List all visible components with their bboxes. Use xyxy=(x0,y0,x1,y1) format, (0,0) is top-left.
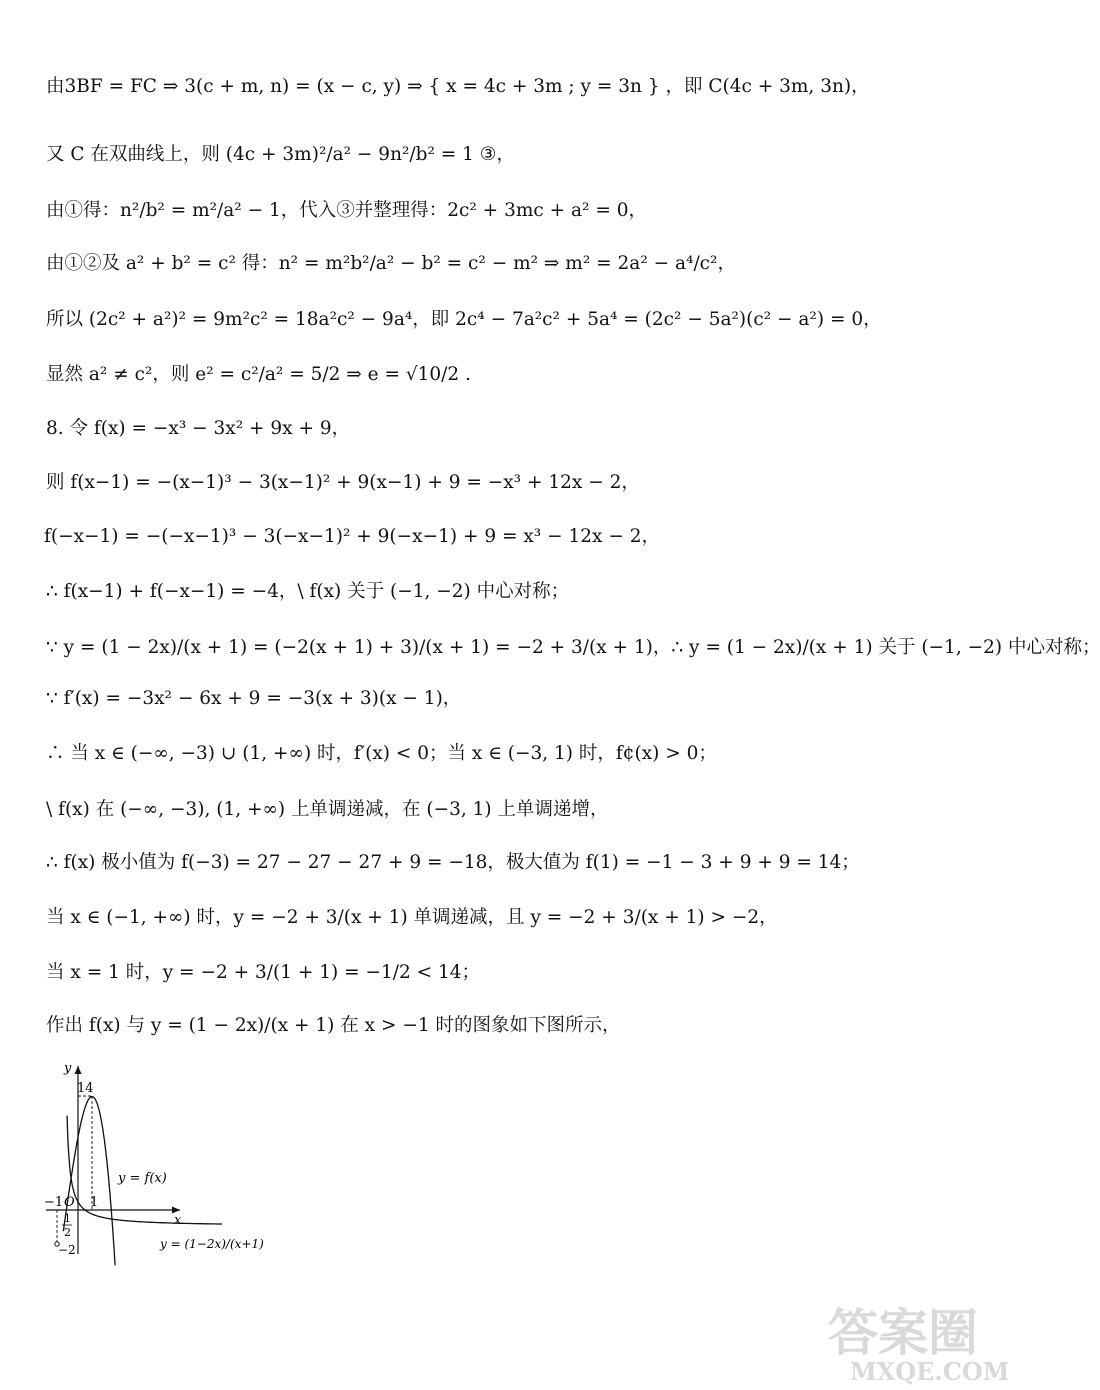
text-line-13: ∴ 当 x ∈ (−∞, −3) ∪ (1, +∞) 时，f′(x) < 0；当 x ∈ (−3, 1) 时，f¢(x) > 0； xyxy=(46,743,717,764)
watermark-site: MXQE.COM xyxy=(850,1357,1010,1386)
text-line-9: f(−x−1) = −(−x−1)³ − 3(−x−1)² + 9(−x−1) + 9 = x³ − 12x − 2， xyxy=(44,526,660,547)
tick-label-half-den: 2 xyxy=(64,1226,71,1239)
text-line-5: 所以 (2c² + a²)² = 9m²c² = 18a²c² − 9a⁴，即 2c⁴ − 7a²c² + 5a⁴ = (2c² − 5a²)(c² − a²) = 0， xyxy=(46,309,882,330)
text-line-14: \ f(x) 在 (−∞, −3), (1, +∞) 上单调递减，在 (−3, 1) 上单调递增， xyxy=(46,799,609,820)
tick-label-neg1: −1 xyxy=(44,1195,64,1210)
tick-label-14: 14 xyxy=(77,1081,94,1096)
text-line-10: ∴ f(x−1) + f(−x−1) = −4，\ f(x) 关于 (−1, −2) 中心对称； xyxy=(46,581,570,602)
watermark-text: 答案圈 xyxy=(828,1303,978,1362)
text-line-12: ∵ f′(x) = −3x² − 6x + 9 = −3(x + 3)(x − 1)， xyxy=(46,688,462,709)
text-line-17: 当 x = 1 时，y = −2 + 3/(1 + 1) = −1/2 < 14； xyxy=(46,962,481,983)
tick-label-1: 1 xyxy=(90,1195,99,1210)
tick-label-half-num: 1 xyxy=(64,1212,71,1225)
text-line-15: ∴ f(x) 极小值为 f(−3) = 27 − 27 − 27 + 9 = −18，极大值为 f(1) = −1 − 3 + 9 + 9 = 14； xyxy=(46,852,860,873)
text-line-6: 显然 a² ≠ c²，则 e² = c²/a² = 5/2 ⇒ e = √10/2 . xyxy=(46,364,471,385)
text-line-4: 由①②及 a² + b² = c² 得：n² = m²b²/a² − b² = c² − m² ⇒ m² = 2a² − a⁴/c²， xyxy=(46,253,736,274)
text-line-8: 则 f(x−1) = −(x−1)³ − 3(x−1)² + 9(x−1) + 9 = −x³ + 12x − 2， xyxy=(46,472,640,493)
text-line-3: 由①得：n²/b² = m²/a² − 1，代入③并整理得：2c² + 3mc + a² = 0， xyxy=(46,200,647,221)
axis-label-y: y xyxy=(64,1061,72,1076)
text-line-16: 当 x ∈ (−1, +∞) 时，y = −2 + 3/(x + 1) 单调递减，且 y = −2 + 3/(x + 1) > −2， xyxy=(46,907,778,928)
function-graph-figure xyxy=(40,1058,264,1268)
y-axis-arrow xyxy=(75,1066,82,1074)
text-line-18: 作出 f(x) 与 y = (1 − 2x)/(x + 1) 在 x > −1 时的图象如下图所示， xyxy=(46,1015,621,1036)
tick-label-neg2: −2 xyxy=(58,1243,76,1257)
graph-svg xyxy=(40,1058,264,1268)
watermark xyxy=(820,1292,1010,1386)
text-line-1: 由3BF = FC ⇒ 3(c + m, n) = (x − c, y) ⇒ { x = 4c + 3m ; y = 3n } ，即 C(4c + 3m, 3n)， xyxy=(46,76,870,97)
text-line-2: 又 C 在双曲线上，则 (4c + 3m)²/a² − 9n²/b² = 1 ③， xyxy=(46,144,515,165)
axis-label-x: x xyxy=(174,1213,182,1228)
text-line-7: 8. 令 f(x) = −x³ − 3x² + 9x + 9， xyxy=(46,418,351,439)
watermark-svg xyxy=(820,1292,1010,1386)
text-line-11: ∵ y = (1 − 2x)/(x + 1) = (−2(x + 1) + 3)/(x + 1) = −2 + 3/(x + 1)，∴ y = (1 − 2x)/(x + 1) 关于 (−1, −2) 中心对称； xyxy=(46,637,1100,658)
label-y-eq-fx: y = f(x) xyxy=(118,1171,167,1186)
label-y-eq-gx: y = (1−2x)/(x+1) xyxy=(160,1237,264,1251)
origin-label: O xyxy=(64,1195,75,1210)
